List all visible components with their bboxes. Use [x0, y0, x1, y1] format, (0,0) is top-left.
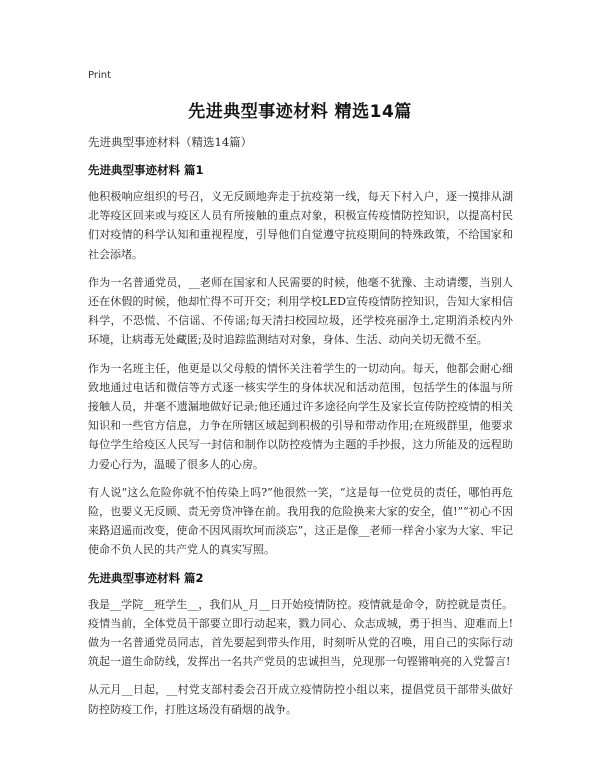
print-label[interactable]: Print — [88, 70, 112, 81]
section-heading-2: 先进典型事迹材料 篇2 — [88, 570, 204, 585]
paragraph: 作为一名班主任，他更是以父母般的情怀关注着学生的一切动向。每天，他都会耐心细致地通过电话和微信等方式逐一核实学生的身体状况和活动范围，包括学生的体温与所接触人员，并毫不遗漏地做好记录;他还通过许多途径向学生及家长宣传防控疫情的相关知识和一些官方信息，力争在所辖区域起到积极的引导和带动作用;在班级群里，他要求每位学生给疫区人民写一封信和制作以防控疫情为主题的手抄报，这力所能及的远程助力爱心行为，温暖了很多人的心房。 — [88, 361, 513, 471]
paragraph: 我是__学院__班学生__，我们从_月__日开始疫情防控。疫情就是命令，防控就是责任。疫情当前，全体党员干部要立即行动起来，戮力同心、众志成城，勇于担当、迎难而上!做为一名普通党员同志，首先要起到带头作用，时刻听从党的召唤，用自己的实际行动筑起一道生命防线，发挥出一名共产党员的忠诚担当，兑现那一句铿锵响亮的入党誓言! — [88, 597, 513, 669]
paragraph: 他积极响应组织的号召，义无反顾地奔走于抗疫第一线，每天下村入户，逐一摸排从湖北等疫区回来或与疫区人员有所接触的重点对象，积极宣传疫情防控知识，以提高村民们对疫情的科学认知和重视程度，引导他们自觉遵守抗疫期间的特殊政策，不给国家和社会添堵。 — [88, 190, 513, 261]
document-body — [88, 133, 513, 728]
paragraph: 有人说“这么危险你就不怕传染上吗?”他很然一笑，“这是每一位党员的责任，哪怕再危险，也要义无反顾、责无旁贷冲锋在前。我用我的危险换来大家的安全，值!”“初心不因来路迢遥而改变，使命不因风雨坎坷而淡忘”，这正是像__老师一样舍小家为大家、牢记使命不负人民的共产党人的真实写照。 — [88, 485, 513, 557]
paragraph: 作为一名普通党员，__老师在国家和人民需要的时候，他毫不犹豫、主动请缨，当别人还在休假的时候，他却忙得不可开交；利用学校LED宣传疫情防控知识，告知大家相信科学，不恐慌、不信谣、不传谣;每天清扫校园垃圾，还学校亮丽净土,定期消杀校内外环境，让病毒无处藏匿;及时追踪监测结对对象，身体、生活、动向关切无微不至。 — [88, 275, 513, 347]
paragraph: 从元月__日起，__村党支部村委会召开成立疫情防控小组以来，提倡党员干部带头做好防控防疫工作，打胜这场没有硝烟的战争。 — [88, 683, 513, 716]
section-heading-1: 先进典型事迹材料 篇1 — [88, 163, 204, 177]
page-title: 先进典型事迹材料 精选14篇 — [188, 102, 412, 122]
document-subtitle: 先进典型事迹材料（精选14篇） — [88, 135, 253, 149]
